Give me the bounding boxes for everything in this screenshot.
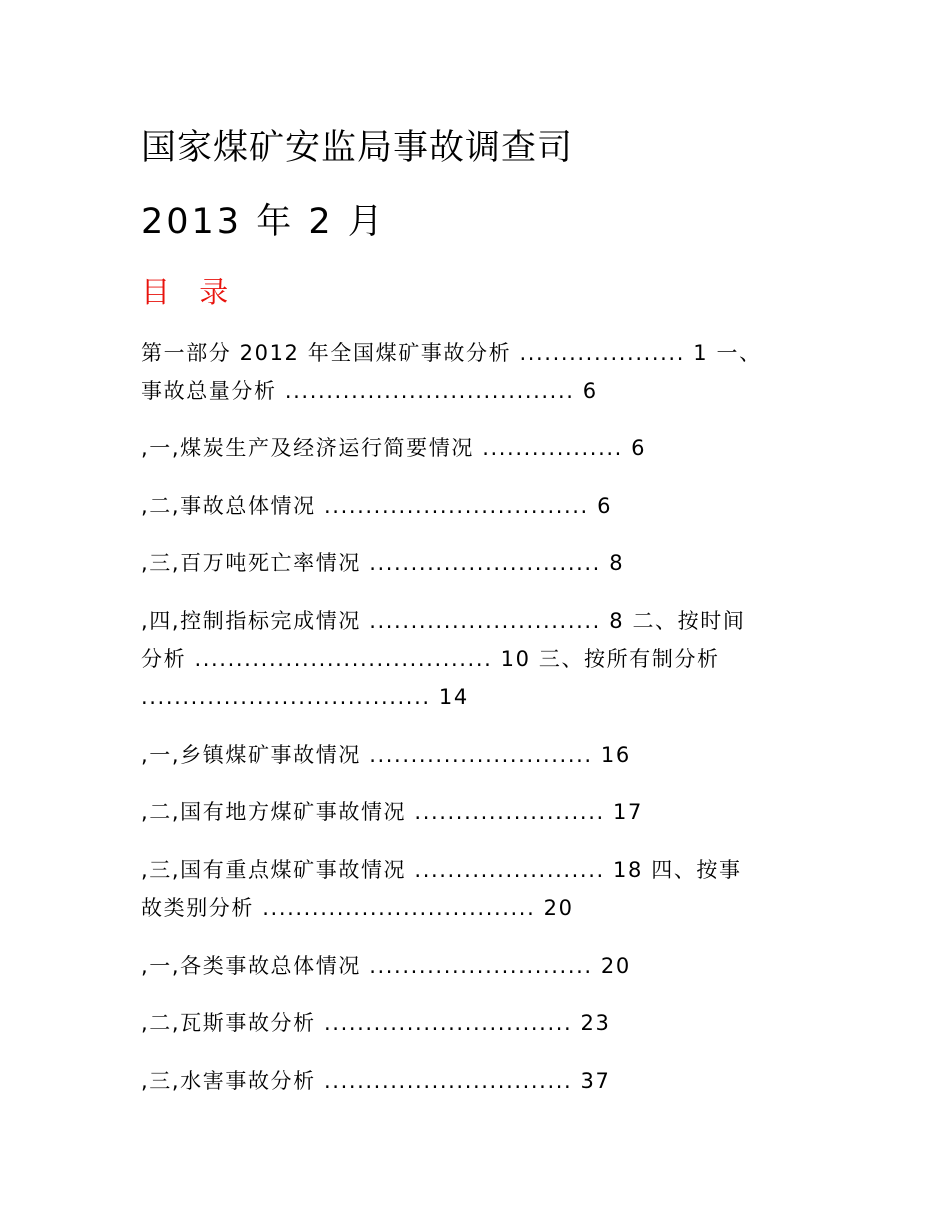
toc-line: 分析 .................................... 10 三、按所有制分析 bbox=[141, 647, 720, 671]
toc-line: 事故总量分析 ................................... 6 bbox=[141, 379, 598, 403]
toc-line: ,四,控制指标完成情况 ............................ 8 二、按时间 bbox=[141, 609, 746, 633]
toc-line: ,一,乡镇煤矿事故情况 ........................... 16 bbox=[141, 743, 631, 767]
toc-line: ,三,百万吨死亡率情况 ............................ 8 bbox=[141, 551, 625, 575]
toc-line: ................................... 14 bbox=[141, 685, 469, 709]
toc-line: ,一,各类事故总体情况 ........................... 20 bbox=[141, 954, 631, 978]
toc-line: 第一部分 2012 年全国煤矿事故分析 .................... 1 一、 bbox=[141, 341, 762, 365]
toc-line: ,三,国有重点煤矿事故情况 ....................... 18 四、按事 bbox=[141, 858, 742, 882]
toc-line: ,二,瓦斯事故分析 .............................. 23 bbox=[141, 1011, 611, 1035]
toc-line: ,二,事故总体情况 ................................ 6 bbox=[141, 494, 613, 518]
organization-title: 国家煤矿安监局事故调查司 bbox=[141, 128, 574, 168]
toc-line: ,二,国有地方煤矿事故情况 ....................... 17 bbox=[141, 800, 643, 824]
document-date: 2013 年 2 月 bbox=[141, 202, 386, 242]
toc-heading: 目 录 bbox=[141, 275, 239, 309]
toc-line: ,三,水害事故分析 .............................. 37 bbox=[141, 1069, 611, 1093]
toc-line: 故类别分析 ................................. 20 bbox=[141, 896, 574, 920]
toc-line: ,一,煤炭生产及经济运行简要情况 ................. 6 bbox=[141, 436, 647, 460]
